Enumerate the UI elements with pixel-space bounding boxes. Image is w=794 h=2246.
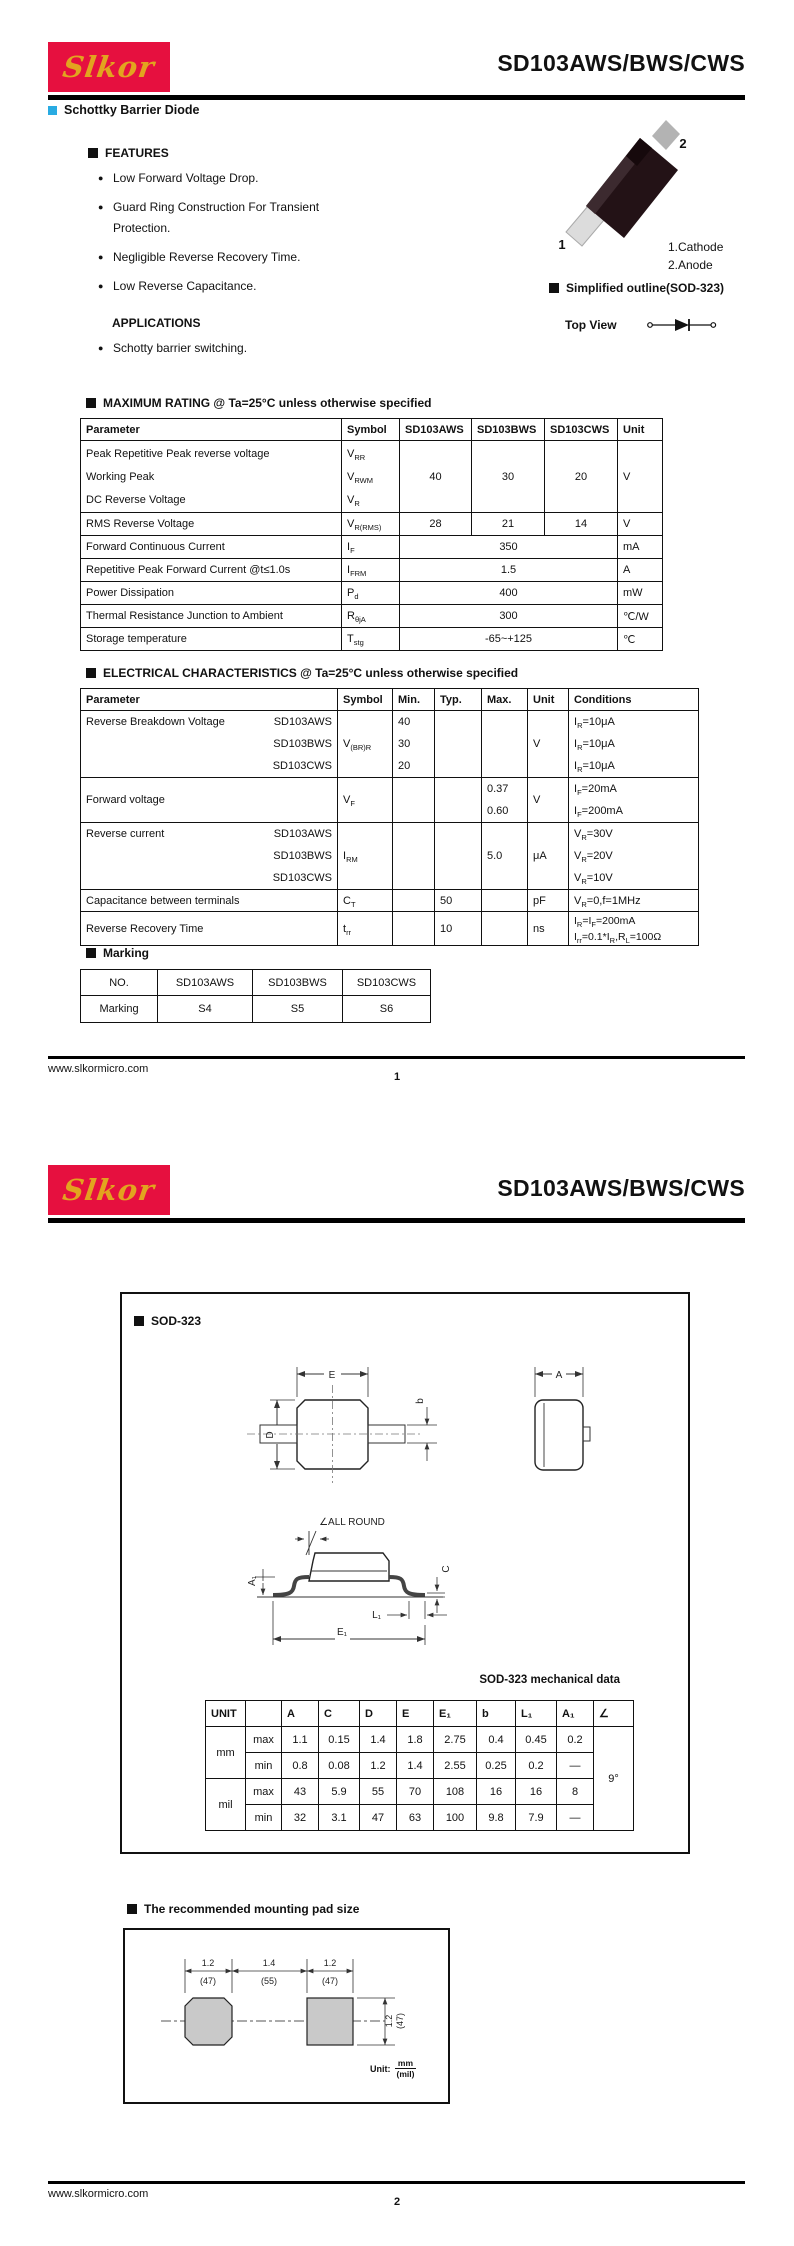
cell: 30: [472, 441, 545, 513]
page-number: 2: [393, 2196, 401, 2208]
footer-site: www.slkormicro.com: [48, 1063, 149, 1075]
cell: Unit: [528, 689, 569, 711]
table-row: [81, 912, 699, 946]
cell: 47: [360, 1805, 397, 1831]
cell: 16: [477, 1779, 516, 1805]
cell: 70: [397, 1779, 434, 1805]
pad-dimv-mm: 1.2: [384, 2014, 394, 2028]
footer-rule: [48, 2181, 745, 2184]
pin1-description: 1.Cathode: [668, 240, 724, 254]
all-round-label: ∠ALL ROUND: [319, 1517, 385, 1528]
black-square-icon: [127, 1904, 137, 1914]
cell: RMS Reverse Voltage: [81, 513, 342, 536]
cell: $R_{\theta jA}$: [342, 605, 400, 628]
cell: ns: [528, 912, 569, 946]
cell: 21: [472, 513, 545, 536]
cell: V: [528, 778, 569, 823]
pin2-label: 2: [679, 136, 687, 151]
cell: A: [618, 559, 663, 582]
list-item: ● Schotty barrier switching.: [98, 338, 348, 359]
cell: V: [528, 711, 569, 778]
cell: 100: [434, 1805, 477, 1831]
slkor-logo: [48, 42, 170, 92]
table-row: [81, 996, 431, 1023]
black-square-icon: [88, 148, 98, 158]
cell: mm: [206, 1727, 246, 1779]
cell: SD103AWS: [158, 970, 253, 996]
cell: Repetitive Peak Forward Current @t≤1.0s: [81, 559, 342, 582]
pad-unit-label: Unit: $\frac{mm}{\text{(mil)}}$: [370, 2058, 415, 2079]
cell: [482, 912, 528, 946]
table-row: [81, 778, 699, 823]
cell: 0.15: [319, 1727, 360, 1753]
cell: Typ.: [435, 689, 482, 711]
table-row: [81, 628, 663, 651]
cell: Forward Continuous Current: [81, 536, 342, 559]
cell: [435, 823, 482, 890]
table-header-row: [206, 1701, 634, 1727]
cell: Storage temperature: [81, 628, 342, 651]
black-square-icon: [134, 1316, 144, 1326]
cell: 0.08: [319, 1753, 360, 1779]
pad-dim1-mm: 1.2: [201, 1958, 215, 1968]
cell: —: [557, 1805, 594, 1831]
applications-list: [98, 338, 348, 367]
cell: $V_{(BR)R}$: [338, 711, 393, 778]
cell: 350: [400, 536, 618, 559]
table-row: [206, 1753, 634, 1779]
cell: $I_R=10\mu A$ $I_R=10\mu A$ $I_R=10\mu A$: [569, 711, 699, 778]
cell: Parameter: [81, 689, 338, 711]
cell: 63: [397, 1805, 434, 1831]
cell: [393, 823, 435, 890]
cell: SD103CWS: [343, 970, 431, 996]
footer-rule: [48, 1056, 745, 1059]
cell: —: [557, 1753, 594, 1779]
footer-site: www.slkormicro.com: [48, 2188, 149, 2200]
table-header-row: [81, 689, 699, 711]
cell: mil: [206, 1779, 246, 1831]
list-item: ● Low Reverse Capacitance.: [98, 276, 348, 297]
cell: 0.37 0.60: [482, 778, 528, 823]
cell: $C_T$: [338, 890, 393, 912]
dim-c-label: C: [441, 1565, 452, 1573]
cell: [246, 1701, 282, 1727]
cell: 400: [400, 582, 618, 605]
cell: [482, 890, 528, 912]
table-row: [206, 1805, 634, 1831]
table-header-row: [81, 970, 431, 996]
black-square-icon: [86, 398, 96, 408]
cell: 14: [545, 513, 618, 536]
cell: A: [282, 1701, 319, 1727]
electrical-table: [80, 688, 698, 946]
pad-dim2-mm: 1.4: [262, 1958, 276, 1968]
cell: 1.5: [400, 559, 618, 582]
sod323-heading: SOD-323: [134, 1314, 201, 1328]
pad-left: [185, 1998, 232, 2045]
cell: SD103BWS: [472, 419, 545, 441]
cell: $V_R=30V$ $V_R=20V$ $V_R=10V$: [569, 823, 699, 890]
cell: 1.2: [360, 1753, 397, 1779]
black-square-icon: [86, 948, 96, 958]
mech-data-label: SOD-323 mechanical data: [479, 1674, 620, 1686]
outline-label: Simplified outline(SOD-323): [549, 281, 724, 295]
dim-b-label: b: [415, 1398, 426, 1404]
table-row: [81, 536, 663, 559]
cell: $V_{R(RMS)}$: [342, 513, 400, 536]
cell: 1.4: [397, 1753, 434, 1779]
subtitle: Schottky Barrier Diode: [48, 103, 199, 117]
slkor-logo: [48, 1165, 170, 1215]
pad-dim2-mil: (55): [260, 1976, 278, 1986]
cell: Marking: [81, 996, 158, 1023]
cell: C: [319, 1701, 360, 1727]
cell: 0.2: [516, 1753, 557, 1779]
cell: $T_{stg}$: [342, 628, 400, 651]
package-photo: [552, 106, 692, 256]
cell: b: [477, 1701, 516, 1727]
cell: V: [618, 513, 663, 536]
dim-d-label: D: [265, 1431, 276, 1439]
cell: L₁: [516, 1701, 557, 1727]
cell: 2.55: [434, 1753, 477, 1779]
cell: 1.4: [360, 1727, 397, 1753]
pin1-label: 1: [558, 237, 566, 252]
cell: pF: [528, 890, 569, 912]
cell: Min.: [393, 689, 435, 711]
pad-right: [307, 1998, 353, 2045]
cell: SD103AWS: [400, 419, 472, 441]
cell: 28: [400, 513, 472, 536]
cell: E₁: [434, 1701, 477, 1727]
cell: 20: [545, 441, 618, 513]
cell: Max.: [482, 689, 528, 711]
features-list: [98, 168, 348, 305]
cell: 40: [400, 441, 472, 513]
table-row: [206, 1727, 634, 1753]
cell: [393, 912, 435, 946]
table-row: [81, 890, 699, 912]
cell: 8: [557, 1779, 594, 1805]
cell: Symbol: [338, 689, 393, 711]
cell: μA: [528, 823, 569, 890]
table-row: [81, 823, 699, 890]
cell: max: [246, 1727, 282, 1753]
pad-dim3-mm: 1.2: [323, 1958, 337, 1968]
cell: 0.45: [516, 1727, 557, 1753]
cell: [393, 890, 435, 912]
cell: Thermal Resistance Junction to Ambient: [81, 605, 342, 628]
cell: -65~+125: [400, 628, 618, 651]
cell: [393, 778, 435, 823]
marking-heading: Marking: [86, 946, 149, 960]
mechanical-data-table: [205, 1700, 620, 1831]
cell: [482, 711, 528, 778]
cell: $V_{RR}$ $V_{RWM}$ $V_R$: [342, 441, 400, 513]
cell: Conditions: [569, 689, 699, 711]
cell: Reverse Breakdown Voltage SD103AWS SD103BWS SD103CWS: [81, 711, 338, 778]
dim-e-label: E: [328, 1370, 336, 1381]
cell: ∠: [594, 1701, 634, 1727]
cell: 50: [435, 890, 482, 912]
cell: 10: [435, 912, 482, 946]
cell: ℃: [618, 628, 663, 651]
dim-a1-label: A₁: [247, 1575, 258, 1587]
cell: 2.75: [434, 1727, 477, 1753]
cell: D: [360, 1701, 397, 1727]
cell: 40 30 20: [393, 711, 435, 778]
cell: Power Dissipation: [81, 582, 342, 605]
cell: min: [246, 1753, 282, 1779]
table-row: [81, 582, 663, 605]
cell: $I_{RM}$: [338, 823, 393, 890]
cell: Forward voltage: [81, 778, 338, 823]
cell: $I_F$: [342, 536, 400, 559]
header-rule: [48, 1218, 745, 1223]
cell: $V_F$: [338, 778, 393, 823]
cell: 5.0: [482, 823, 528, 890]
cell: S4: [158, 996, 253, 1023]
table-header-row: [81, 419, 663, 441]
top-view-label: Top View: [565, 318, 617, 332]
header-rule: [48, 95, 745, 100]
table-row: [81, 513, 663, 536]
anode-lead: [652, 120, 680, 150]
black-square-icon: [549, 283, 559, 293]
cell: SD103BWS: [253, 970, 343, 996]
cell: $I_R=I_F=200mA$ $I_{rr}=0.1*I_R,R_L=100\Omega$: [569, 912, 699, 946]
slkor-logo-text: Slkor: [60, 50, 158, 84]
pad-dim1-mil: (47): [199, 1976, 217, 1986]
cell: min: [246, 1805, 282, 1831]
list-item: ● Guard Ring Construction For Transient Protection.: [98, 197, 348, 239]
cell: max: [246, 1779, 282, 1805]
page-title: SD103AWS/BWS/CWS: [497, 50, 745, 76]
cell: Parameter: [81, 419, 342, 441]
applications-heading: APPLICATIONS: [112, 316, 201, 330]
cell: V: [618, 441, 663, 513]
cell: $I_{FRM}$: [342, 559, 400, 582]
page-number: 1: [393, 1071, 401, 1083]
dim-a-label: A: [555, 1370, 563, 1381]
cell: Reverse current SD103AWS SD103BWS SD103CWS: [81, 823, 338, 890]
table-row: [81, 605, 663, 628]
cell: 9°: [594, 1727, 634, 1831]
page-title: SD103AWS/BWS/CWS: [497, 1175, 745, 1201]
cell: [435, 711, 482, 778]
cell: 300: [400, 605, 618, 628]
cell: 1.8: [397, 1727, 434, 1753]
blue-square-icon: [48, 106, 57, 115]
pad-dim3-mil: (47): [321, 1976, 339, 1986]
cell: [435, 778, 482, 823]
dim-e1-label: E₁: [336, 1627, 348, 1638]
cell: UNIT: [206, 1701, 246, 1727]
cell: 108: [434, 1779, 477, 1805]
table-row: [81, 711, 699, 778]
cell: 3.1: [319, 1805, 360, 1831]
cell: $I_F=20mA$ $I_F=200mA$: [569, 778, 699, 823]
cell: S5: [253, 996, 343, 1023]
cell: 32: [282, 1805, 319, 1831]
cell: $t_{rr}$: [338, 912, 393, 946]
cell: mW: [618, 582, 663, 605]
cell: 0.25: [477, 1753, 516, 1779]
cell: 0.8: [282, 1753, 319, 1779]
cell: 0.4: [477, 1727, 516, 1753]
cell: Peak Repetitive Peak reverse voltage Working Peak DC Reverse Voltage: [81, 441, 342, 513]
cell: S6: [343, 996, 431, 1023]
cell: ℃/W: [618, 605, 663, 628]
cell: 9.8: [477, 1805, 516, 1831]
cell: SD103CWS: [545, 419, 618, 441]
pad-dimv-mil: (47): [395, 2012, 405, 2030]
cell: Reverse Recovery Time: [81, 912, 338, 946]
black-square-icon: [86, 668, 96, 678]
mounting-pad-heading: The recommended mounting pad size: [127, 1902, 359, 1916]
electrical-heading: ELECTRICAL CHARACTERISTICS @ Ta=25°C unless otherwise specified: [86, 666, 518, 680]
cell: Symbol: [342, 419, 400, 441]
cell: 0.2: [557, 1727, 594, 1753]
marking-table: [80, 969, 430, 1023]
dim-l1-label: L₁: [372, 1610, 381, 1621]
cell: 43: [282, 1779, 319, 1805]
table-row: [206, 1779, 634, 1805]
cell: 5.9: [319, 1779, 360, 1805]
cell: NO.: [81, 970, 158, 996]
cell: 7.9: [516, 1805, 557, 1831]
cell: 55: [360, 1779, 397, 1805]
table-row: [81, 441, 663, 513]
cell: mA: [618, 536, 663, 559]
features-heading: FEATURES: [88, 146, 169, 160]
cell: $V_R=0,f=1MHz$: [569, 890, 699, 912]
cell: 1.1: [282, 1727, 319, 1753]
list-item: ● Negligible Reverse Recovery Time.: [98, 247, 348, 268]
diode-symbol-icon: [645, 316, 717, 334]
table-row: [81, 559, 663, 582]
sod323-dimension-drawing: [135, 1355, 675, 1675]
slkor-logo-text: Slkor: [60, 1173, 158, 1207]
list-item: ● Low Forward Voltage Drop.: [98, 168, 348, 189]
pin2-description: 2.Anode: [668, 258, 713, 272]
max-rating-heading: MAXIMUM RATING @ Ta=25°C unless otherwise specified: [86, 396, 431, 410]
max-rating-table: [80, 418, 662, 651]
cell: 16: [516, 1779, 557, 1805]
cell: Capacitance between terminals: [81, 890, 338, 912]
cell: $P_d$: [342, 582, 400, 605]
cell: A₁: [557, 1701, 594, 1727]
cell: Unit: [618, 419, 663, 441]
cell: E: [397, 1701, 434, 1727]
